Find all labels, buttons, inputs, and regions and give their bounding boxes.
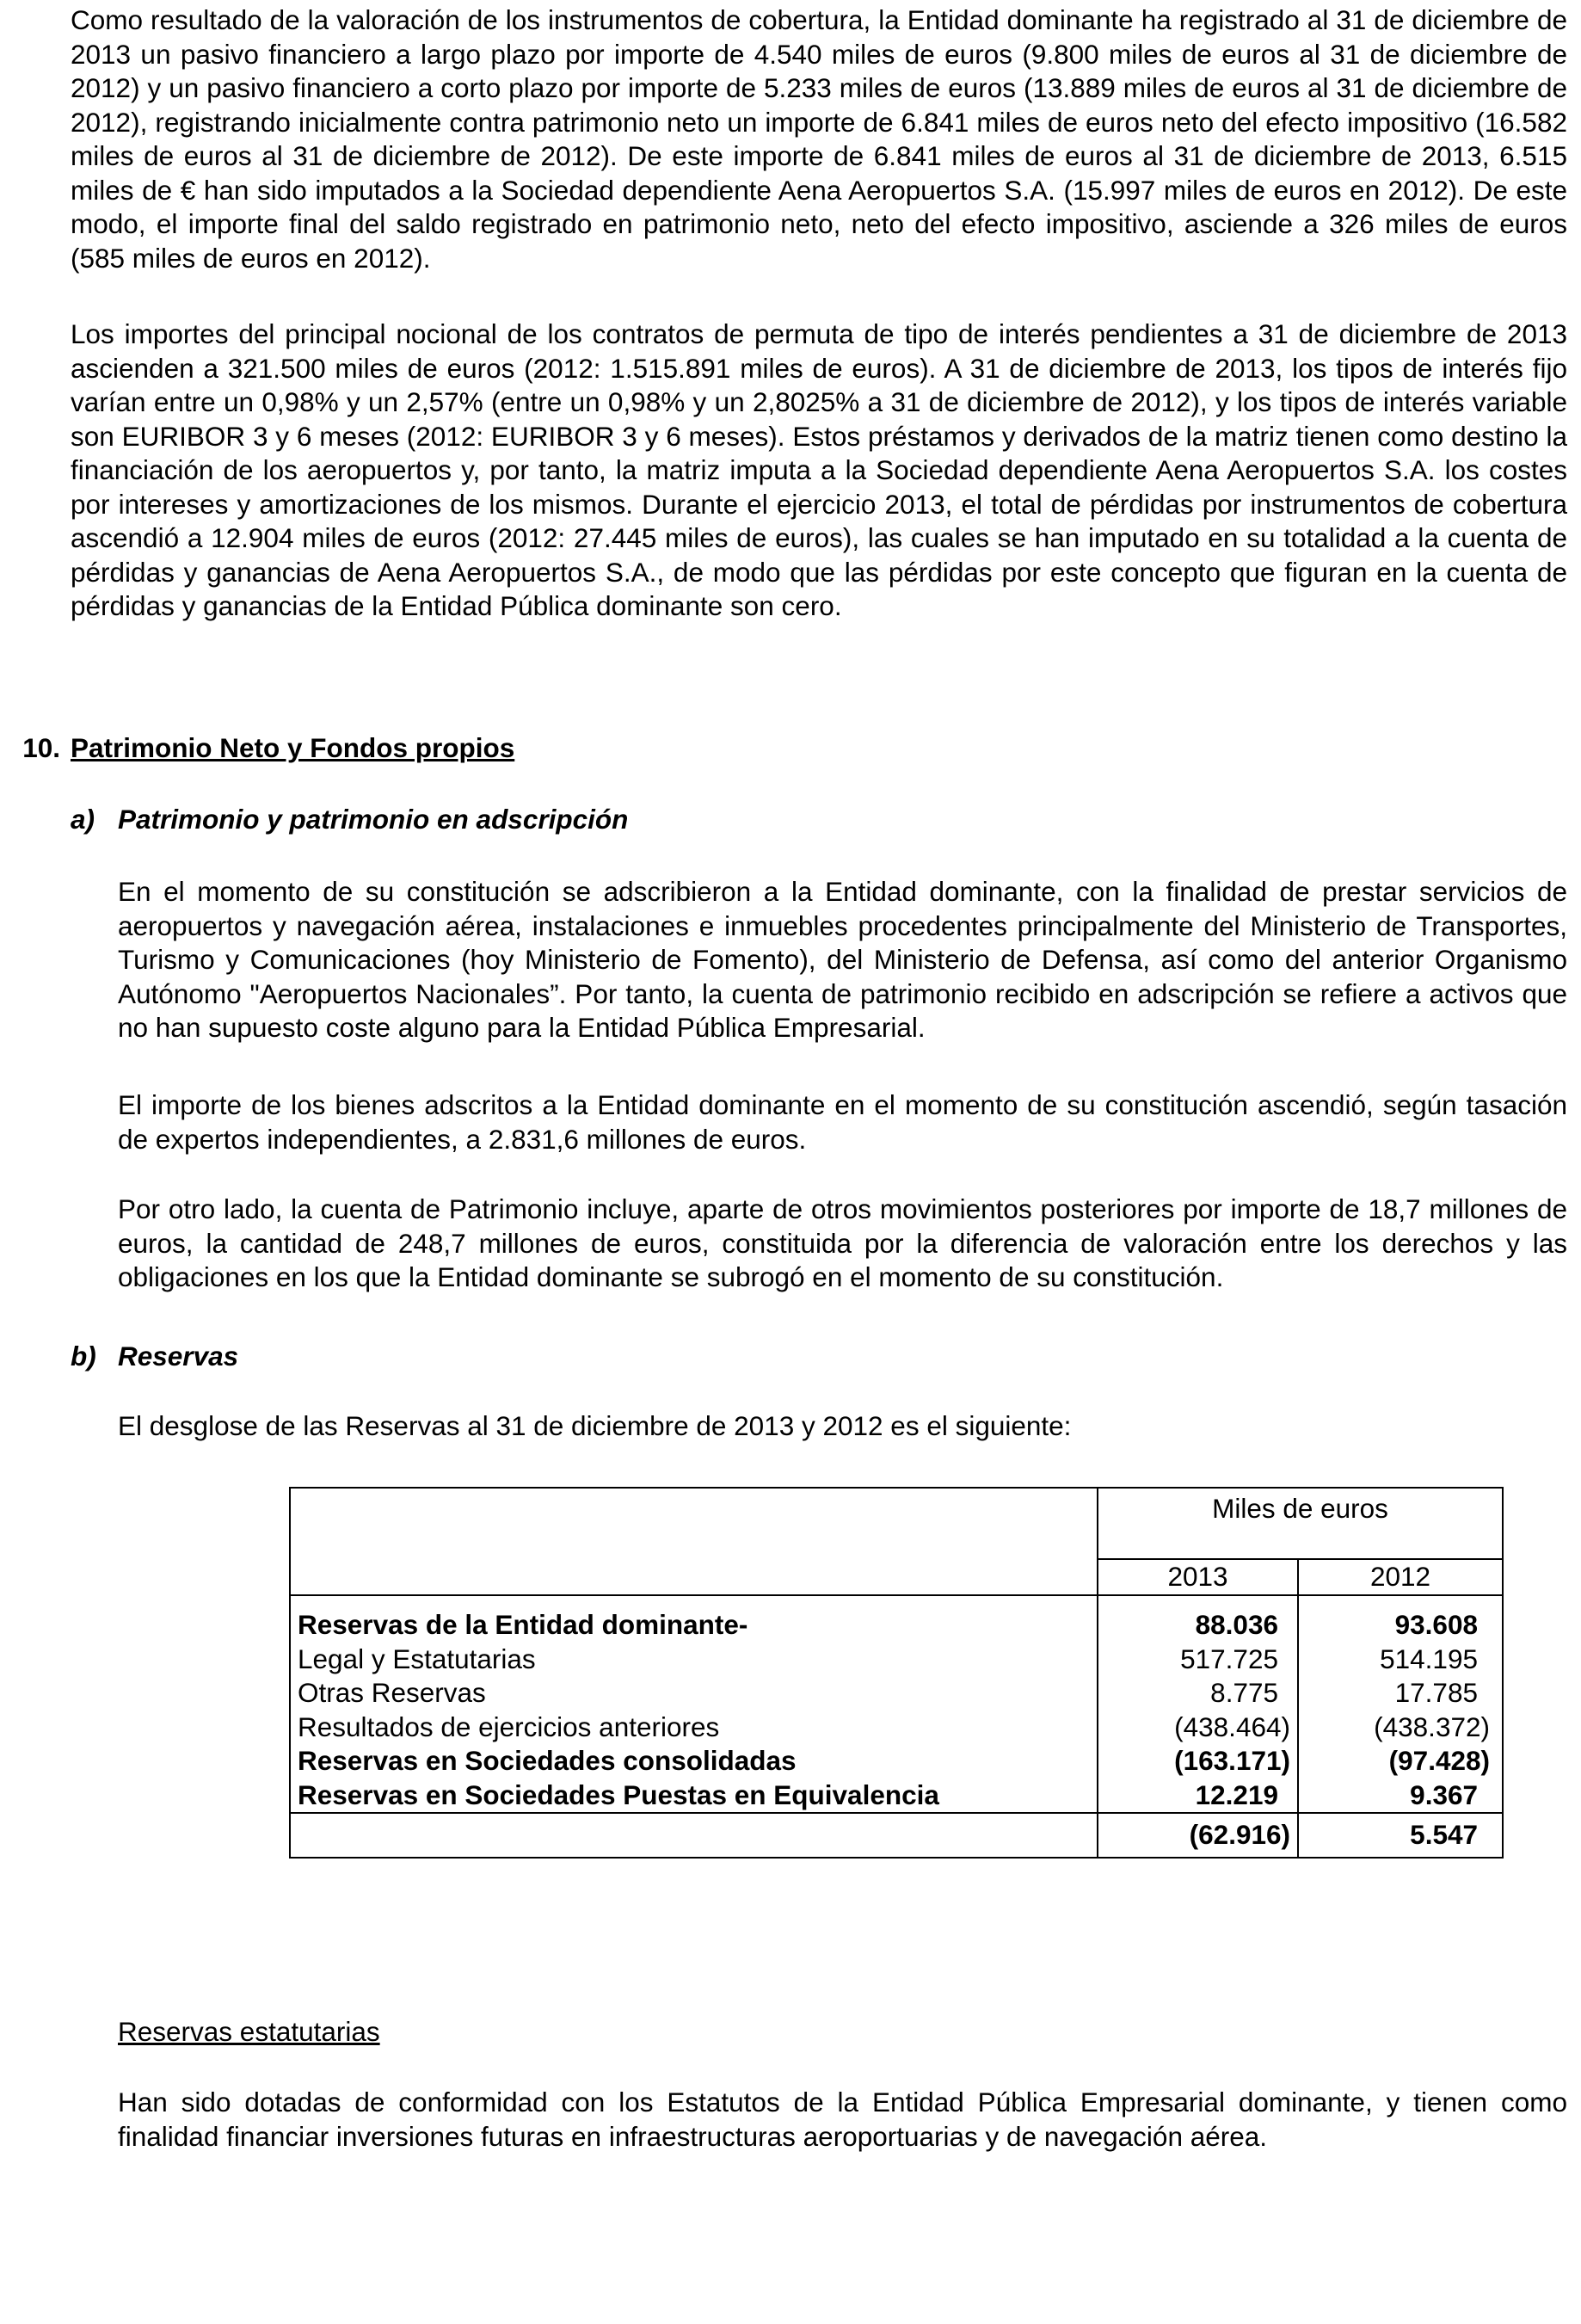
paragraph-reservas-estatutarias: Han sido dotadas de conformidad con los Estatutos de la Entidad Pública Empresarial dominante, y tienen como finalidad financiar inversiones futuras en infraestructuras aeroportuarias y de navegación aérea.	[118, 2087, 1567, 2152]
paragraph-reserves-intro: El desglose de las Reservas al 31 de diciembre de 2013 y 2012 es el siguiente:	[118, 1410, 1072, 1441]
spacer-cell	[290, 1595, 1098, 1608]
year-empty-cell	[290, 1559, 1098, 1595]
reserves-table-wrapper	[289, 1487, 1504, 1859]
unit-header: Miles de euros	[1098, 1488, 1503, 1559]
paragraph-assets-value: El importe de los bienes adscritos a la Entidad dominante en el momento de su constitución ascendió, según tasación de expertos independientes, a 2.831,6 millones de euros.	[118, 1089, 1567, 1155]
paragraph-patrimonio-movements: Por otro lado, la cuenta de Patrimonio incluye, aparte de otros movimientos posteriores por importe de 18,7 millones de euros, la cantidad de 248,7 millones de euros, constituida por la diferencia de valoración entre los derechos y las obligaciones en los que la Entidad dominante se subrogó en el momento de su constitución.	[118, 1193, 1567, 1292]
table-row	[290, 1643, 1503, 1677]
section-title: Patrimonio Neto y Fondos propios	[71, 732, 515, 763]
row-label: Otras Reservas	[290, 1676, 1098, 1711]
reserves-table	[289, 1487, 1504, 1859]
row-value-2013: (163.171)	[1098, 1744, 1298, 1778]
table-row	[290, 1608, 1503, 1643]
year-2012-header: 2012	[1298, 1559, 1503, 1595]
paragraph-adscription: En el momento de su constitución se adscribieron a la Entidad dominante, con la finalidad de prestar servicios de aeropuertos y navegación aérea, instalaciones e inmuebles procedentes principalmente del Ministerio de Transportes, Turismo y Comunicaciones (hoy Ministerio de Fomento), del Ministerio de Defensa, así como del anterior Organismo Autónomo "Aeropuertos Nacionales”. Por tanto, la cuenta de patrimonio recibido en adscripción se refiere a activos que no han supuesto coste alguno para la Entidad Pública Empresarial.	[118, 876, 1567, 1043]
row-value-2013: 8.775	[1098, 1676, 1298, 1711]
row-label: Resultados de ejercicios anteriores	[290, 1711, 1098, 1745]
row-value-2013: 517.725	[1098, 1643, 1298, 1677]
subsection-b-label: b)	[71, 1341, 96, 1372]
table-row	[290, 1711, 1503, 1745]
table-spacer-row	[290, 1595, 1503, 1608]
header-empty-cell	[290, 1488, 1098, 1559]
section-number: 10.	[22, 732, 60, 763]
paragraph-swap-notional: Los importes del principal nocional de los contratos de permuta de tipo de interés pendientes a 31 de diciembre de 2013 ascienden a 321.500 miles de euros (2012: 1.515.891 miles de euros). A 31 de diciembre de 2013, los tipos de interés fijo varían entre un 0,98% y un 2,57% (entre un 0,98% y un 2,8025% a 31 de diciembre de 2012), y los tipos de interés variable son EURIBOR 3 y 6 meses (2012: EURIBOR 3 y 6 meses). Estos préstamos y derivados de la matriz tienen como destino la financiación de los aeropuertos y, por tanto, la matriz imputa a la Sociedad dependiente Aena Aeropuertos S.A. los costes por intereses y amortizaciones de los mismos. Durante el ejercicio 2013, el total de pérdidas por instrumentos de cobertura ascendió a 12.904 miles de euros (2012: 27.445 miles de euros), las cuales se han imputado en su totalidad a la cuenta de pérdidas y ganancias de Aena Aeropuertos S.A., de modo que las pérdidas por este concepto que figuran en la cuenta de pérdidas y ganancias de la Entidad Pública dominante son cero.	[71, 318, 1567, 621]
row-value-2013: 88.036	[1098, 1608, 1298, 1643]
subsection-a-heading	[71, 803, 628, 837]
table-row	[290, 1778, 1503, 1814]
subsection-a-title: Patrimonio y patrimonio en adscripción	[118, 804, 629, 835]
table-header-row	[290, 1488, 1503, 1559]
row-label: Reservas en Sociedades Puestas en Equivalencia	[290, 1778, 1098, 1814]
row-label: Reservas en Sociedades consolidadas	[290, 1744, 1098, 1778]
total-value-2012: 5.547	[1298, 1813, 1503, 1858]
row-value-2013: 12.219	[1098, 1778, 1298, 1814]
row-label: Legal y Estatutarias	[290, 1643, 1098, 1677]
table-row	[290, 1676, 1503, 1711]
row-value-2012: 514.195	[1298, 1643, 1503, 1677]
row-label: Reservas de la Entidad dominante-	[290, 1608, 1098, 1643]
spacer-cell	[1098, 1595, 1298, 1608]
total-empty-cell	[290, 1813, 1098, 1858]
spacer-cell	[1298, 1595, 1503, 1608]
row-value-2012: (438.372)	[1298, 1711, 1503, 1745]
year-2013-header: 2013	[1098, 1559, 1298, 1595]
table-total-row	[290, 1813, 1503, 1858]
paragraph-hedging-valuation: Como resultado de la valoración de los instrumentos de cobertura, la Entidad dominante ha registrado al 31 de diciembre de 2013 un pasivo financiero a largo plazo por importe de 4.540 miles de euros (9.800 miles de euros al 31 de diciembre de 2012) y un pasivo financiero a corto plazo por importe de 5.233 miles de euros (13.889 miles de euros al 31 de diciembre de 2012), registrando inicialmente contra patrimonio neto un importe de 6.841 miles de euros neto del efecto impositivo (16.582 miles de euros al 31 de diciembre de 2012). De este importe de 6.841 miles de euros al 31 de diciembre de 2013, 6.515 miles de € han sido imputados a la Sociedad dependiente Aena Aeropuertos S.A. (15.997 miles de euros en 2012). De este modo, el importe final del saldo registrado en patrimonio neto, neto del efecto impositivo, asciende a 326 miles de euros (585 miles de euros en 2012).	[71, 4, 1567, 274]
subsection-b-title: Reservas	[118, 1341, 239, 1372]
subsection-b-heading	[71, 1340, 238, 1374]
total-value-2013: (62.916)	[1098, 1813, 1298, 1858]
row-value-2012: 17.785	[1298, 1676, 1503, 1711]
row-value-2012: 9.367	[1298, 1778, 1503, 1814]
row-value-2012: (97.428)	[1298, 1744, 1503, 1778]
row-value-2013: (438.464)	[1098, 1711, 1298, 1745]
subsection-a-label: a)	[71, 804, 95, 835]
reservas-estatutarias-heading: Reservas estatutarias	[118, 2016, 380, 2047]
table-row	[290, 1744, 1503, 1778]
table-year-row	[290, 1559, 1503, 1595]
row-value-2012: 93.608	[1298, 1608, 1503, 1643]
